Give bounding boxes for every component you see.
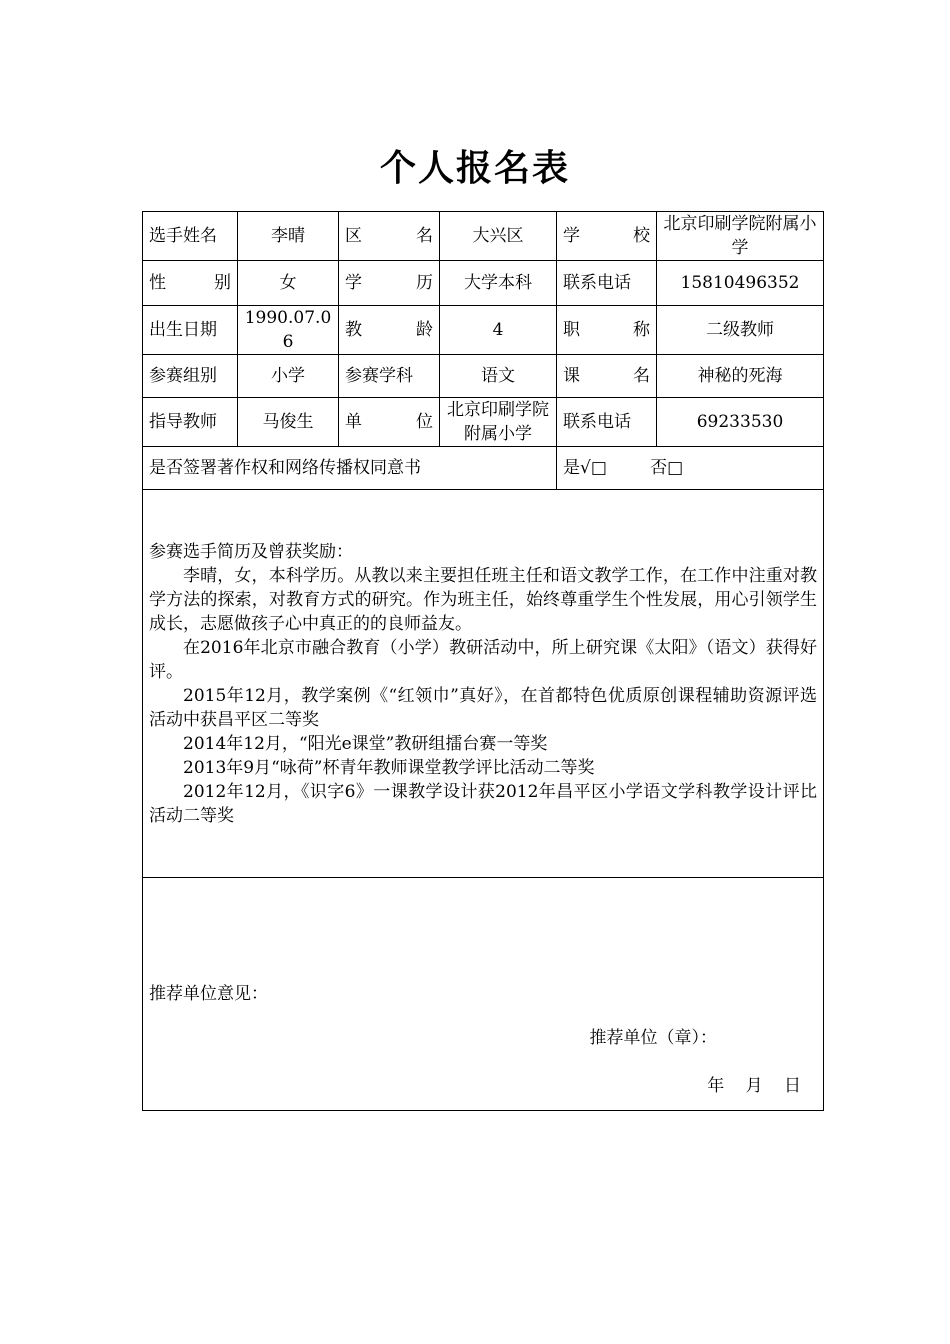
bio-heading: 参赛选手简历及曾获奖励： xyxy=(149,541,353,562)
lesson-label xyxy=(557,355,657,398)
subject-value: 语文 xyxy=(440,355,557,398)
mentor-phone-value: 69233530 xyxy=(657,398,824,447)
registration-form xyxy=(142,211,824,1111)
bio-paragraph: 2014年12月，“阳光e课堂”教研组擂台赛一等奖 xyxy=(183,733,548,754)
bio-section xyxy=(143,490,824,878)
bio-paragraph: 2013年9月“咏荷”杯青年教师课堂教学评比活动二等奖 xyxy=(183,757,595,778)
unit-value: 北京印刷学院附属小学 xyxy=(440,398,557,447)
school-label-char: 学 xyxy=(563,226,580,246)
school-value: 北京印刷学院附属小学 xyxy=(657,212,824,261)
school-label xyxy=(557,212,657,261)
education-value: 大学本科 xyxy=(440,261,557,306)
group-value: 小学 xyxy=(238,355,339,398)
teaching-years-value: 4 xyxy=(440,306,557,355)
unit-label-char: 位 xyxy=(416,412,433,432)
form-row xyxy=(143,212,824,261)
consent-options xyxy=(557,447,824,490)
form-row xyxy=(143,447,824,490)
recommend-section xyxy=(143,878,824,1111)
subject-label: 参赛学科 xyxy=(339,355,440,398)
gender-value: 女 xyxy=(238,261,339,306)
education-label xyxy=(339,261,440,306)
bio-row xyxy=(143,490,824,878)
title-label-char: 职 xyxy=(563,320,580,340)
mentor-value: 马俊生 xyxy=(238,398,339,447)
teaching-years-label xyxy=(339,306,440,355)
school-label-char: 校 xyxy=(633,226,650,246)
consent-no-option[interactable]: 否□ xyxy=(650,458,684,478)
consent-yes-option[interactable]: 是√□ xyxy=(563,458,607,478)
lesson-value: 神秘的死海 xyxy=(657,355,824,398)
date-month: 月 xyxy=(745,1076,763,1096)
title-label-char: 称 xyxy=(633,320,650,340)
mentor-label: 指导教师 xyxy=(143,398,238,447)
district-value: 大兴区 xyxy=(440,212,557,261)
district-label xyxy=(339,212,440,261)
bio-paragraph: 李晴，女，本科学历。从教以来主要担任班主任和语文教学工作，在工作中注重对教学方法的探索，对教育方式的研究。作为班主任，始终尊重学生个性发展，用心引领学生成长，志愿做孩子心中真正的的良师益友。 xyxy=(149,565,817,634)
bio-paragraph: 在2016年北京市融合教育（小学）教研活动中，所上研究课《太阳》（语文）获得好评。 xyxy=(149,637,817,682)
bio-paragraph: 2012年12月，《识字6》一课教学设计获2012年昌平区小学语文学科教学设计评比活动二等奖 xyxy=(149,781,817,826)
lesson-label-char: 课 xyxy=(563,366,580,386)
unit-label xyxy=(339,398,440,447)
group-label: 参赛组别 xyxy=(143,355,238,398)
recommend-date xyxy=(691,1074,801,1098)
education-label-char: 学 xyxy=(345,273,362,293)
education-label-char: 历 xyxy=(416,273,433,293)
form-row xyxy=(143,355,824,398)
form-row xyxy=(143,261,824,306)
recommend-label: 推荐单位意见： xyxy=(149,984,268,1004)
district-label-char: 区 xyxy=(345,226,362,246)
bio-paragraph: 2015年12月，教学案例《“红领巾”真好》，在首都特色优质原创课程辅助资源评选活动中获昌平区二等奖 xyxy=(149,685,817,730)
consent-question: 是否签署著作权和网络传播权同意书 xyxy=(143,447,557,490)
name-label: 选手姓名 xyxy=(143,212,238,261)
name-value: 李晴 xyxy=(238,212,339,261)
teaching-years-label-char: 龄 xyxy=(416,320,433,340)
gender-label-char: 性 xyxy=(149,273,166,293)
teaching-years-label-char: 教 xyxy=(345,320,362,340)
page-title: 个人报名表 xyxy=(379,147,570,189)
birthdate-value: 1990.07.06 xyxy=(238,306,339,355)
unit-label-char: 单 xyxy=(345,412,362,432)
date-day: 日 xyxy=(784,1076,801,1096)
recommend-row xyxy=(143,878,824,1111)
mentor-phone-label: 联系电话 xyxy=(557,398,657,447)
phone-value: 15810496352 xyxy=(657,261,824,306)
gender-label xyxy=(143,261,238,306)
form-row xyxy=(143,306,824,355)
phone-label: 联系电话 xyxy=(557,261,657,306)
recommend-signature: 推荐单位（章）： xyxy=(589,1028,717,1048)
title-value: 二级教师 xyxy=(657,306,824,355)
form-row xyxy=(143,398,824,447)
lesson-label-char: 名 xyxy=(633,366,650,386)
date-year: 年 xyxy=(707,1076,725,1096)
title-label xyxy=(557,306,657,355)
gender-label-char: 别 xyxy=(214,273,231,293)
birthdate-label: 出生日期 xyxy=(143,306,238,355)
district-label-char: 名 xyxy=(416,226,433,246)
